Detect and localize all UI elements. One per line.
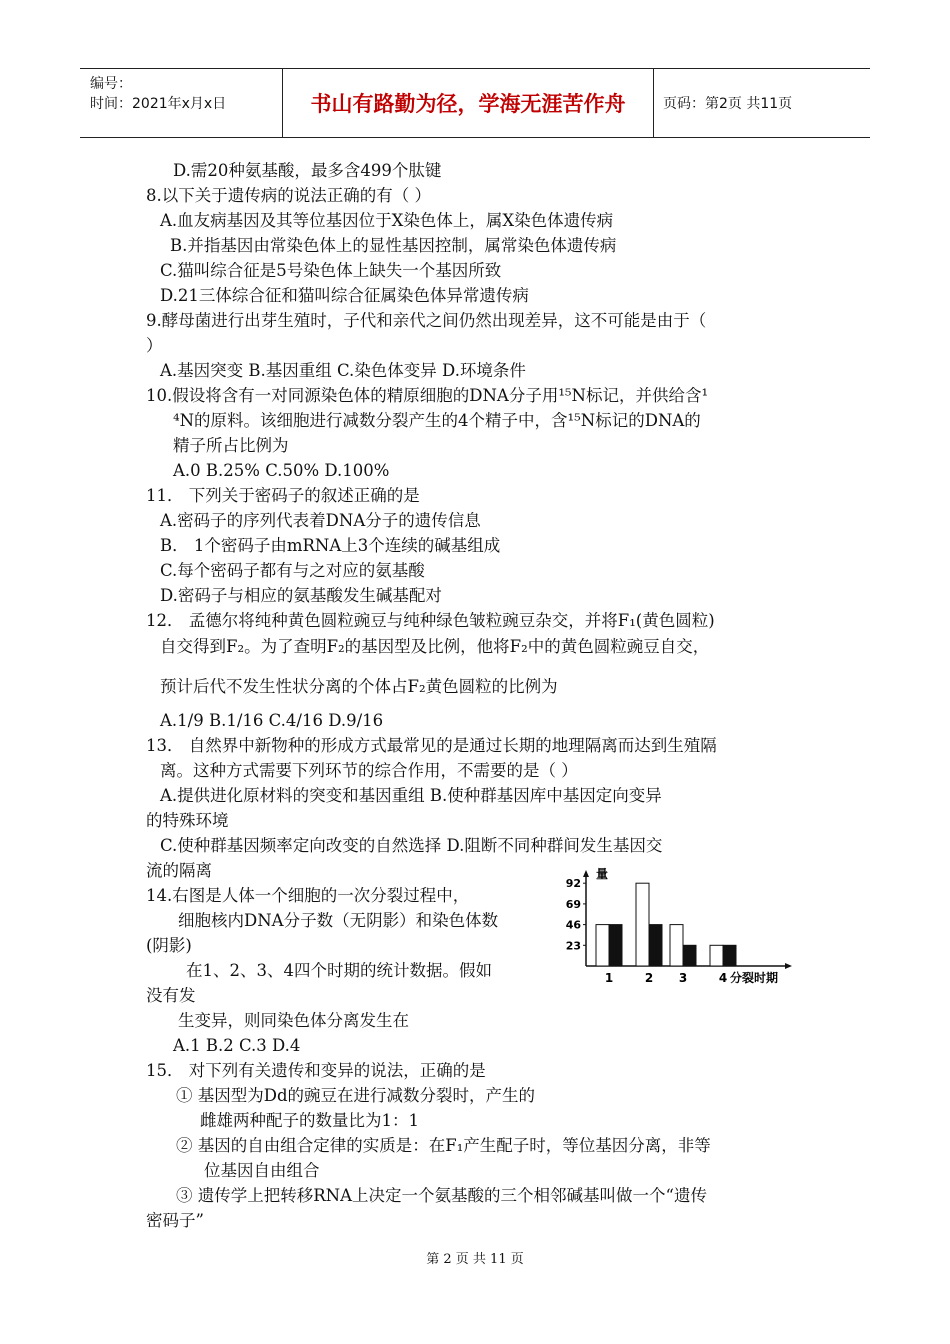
x-axis-label: 分裂时期 xyxy=(730,971,779,985)
options-13ab-cont: 的特殊环境 xyxy=(146,811,229,830)
x-tick-label: 3 xyxy=(678,971,688,985)
option-11a: A.密码子的序列代表着DNA分子的遗传信息 xyxy=(160,511,481,530)
option-8c: C.猫叫综合征是5号染色体上缺失一个基因所致 xyxy=(160,261,502,280)
y-tick-label: 46 xyxy=(565,918,581,932)
chart-bar xyxy=(609,925,622,966)
option-8a: A.血友病基因及其等位基因位于X染色体上，属X染色体遗传病 xyxy=(160,211,614,230)
chart-bar xyxy=(710,945,723,966)
options-14: A.1 B.2 C.3 D.4 xyxy=(173,1036,301,1055)
doc-date-label: 时间：2021年x月x日 xyxy=(90,96,227,112)
question-12: 12． 孟德尔将纯种黄色圆粒豌豆与纯种绿色皱粒豌豆杂交，并将F₁(黄色圆粒) xyxy=(146,611,715,630)
question-14-cont2: (阴影) xyxy=(146,936,192,955)
question-8: 8.以下关于遗传病的说法正确的有（ ） xyxy=(146,186,431,205)
header-meta xyxy=(80,69,280,137)
question-15: 15． 对下列有关遗传和变异的说法，正确的是 xyxy=(146,1061,486,1080)
chart-bar xyxy=(670,925,683,966)
option-11d: D.密码子与相应的氨基酸发生碱基配对 xyxy=(160,586,442,605)
header-page-info: 页码：第2页 共11页 xyxy=(663,96,793,112)
question-14-cont5: 生变异，则同染色体分离发生在 xyxy=(178,1011,409,1030)
bar-chart xyxy=(558,862,798,994)
x-tick-label: 2 xyxy=(644,971,654,985)
y-tick-label: 69 xyxy=(565,897,581,911)
option-11c: C.每个密码子都有与之对应的氨基酸 xyxy=(160,561,425,580)
statement-15-3: ③ 遗传学上把转移RNA上决定一个氨基酸的三个相邻碱基叫做一个“遗传 xyxy=(176,1186,707,1205)
header-motto: 书山有路勤为径，学海无涯苦作舟 xyxy=(282,69,654,137)
doc-number-label: 编号： xyxy=(90,76,132,92)
statement-15-2: ② 基因的自由组合定律的实质是：在F₁产生配子时，等位基因分离，非等 xyxy=(176,1136,711,1155)
statement-15-1: ① 基因型为Dd的豌豆在进行减数分裂时，产生的 xyxy=(176,1086,536,1105)
option-8b: B.并指基因由常染色体上的显性基因控制，属常染色体遗传病 xyxy=(170,236,617,255)
question-9-cont: ） xyxy=(146,336,163,355)
option-11b: B． 1个密码子由mRNA上3个连续的碱基组成 xyxy=(160,536,501,555)
chart-bar xyxy=(649,925,662,966)
question-14-cont3: 在1、2、3、4四个时期的统计数据。假如 xyxy=(186,961,492,980)
options-13ab: A.提供进化原材料的突变和基因重组 B.使种群基因库中基因定向变异 xyxy=(160,786,662,805)
statement-15-1-cont: 雌雄两种配子的数量比为1：1 xyxy=(200,1111,419,1130)
y-tick-label: 23 xyxy=(565,939,581,953)
y-tick-label: 92 xyxy=(565,877,581,891)
question-14: 14.右图是人体一个细胞的一次分裂过程中， xyxy=(146,886,470,905)
options-12: A.1/9 B.1/16 C.4/16 D.9/16 xyxy=(160,711,384,730)
options-13cd-cont: 流的隔离 xyxy=(146,861,212,880)
options-10: A.0 B.25% C.50% D.100% xyxy=(173,461,390,480)
question-10: 10.假设将含有一对同源染色体的精原细胞的DNA分子用¹⁵N标记，并供给含¹ xyxy=(146,386,709,405)
question-11: 11． 下列关于密码子的叙述正确的是 xyxy=(146,486,420,505)
question-10-cont: ⁴N的原料。该细胞进行减数分裂产生的4个精子中，含¹⁵N标记的DNA的 xyxy=(173,411,701,430)
x-tick-label: 4 xyxy=(718,971,728,985)
option-8d: D.21三体综合征和猫叫综合征属染色体异常遗传病 xyxy=(160,286,529,305)
options-13cd: C.使种群基因频率定向改变的自然选择 D.阻断不同种群间发生基因交 xyxy=(160,836,663,855)
y-axis-arrow xyxy=(583,870,589,877)
question-13-cont: 离。这种方式需要下列环节的综合作用，不需要的是（ ） xyxy=(160,761,578,780)
question-10-cont2: 精子所占比例为 xyxy=(173,436,289,455)
chart-bar xyxy=(596,925,609,966)
chart-bar xyxy=(683,945,696,966)
chart-bar xyxy=(723,945,736,966)
y-axis-label: 量 xyxy=(596,867,609,881)
text-line: D.需20种氨基酸，最多含499个肽键 xyxy=(173,161,442,180)
x-axis-arrow xyxy=(785,963,792,969)
statement-15-2-cont: 位基因自由组合 xyxy=(204,1161,320,1180)
question-14-cont: 细胞核内DNA分子数（无阴影）和染色体数 xyxy=(178,911,499,930)
question-12-cont: 自交得到F₂。为了查明F₂的基因型及比例，他将F₂中的黄色圆粒豌豆自交， xyxy=(160,637,710,656)
x-tick-label: 1 xyxy=(604,971,614,985)
question-9: 9.酵母菌进行出芽生殖时，子代和亲代之间仍然出现差异，这不可能是由于（ xyxy=(146,311,707,330)
question-14-cont4: 没有发 xyxy=(146,986,196,1005)
options-9: A.基因突变 B.基因重组 C.染色体变异 D.环境条件 xyxy=(160,361,526,380)
page-header xyxy=(80,68,870,138)
statement-15-3-cont: 密码子” xyxy=(146,1211,204,1230)
chart-bar xyxy=(636,883,649,966)
question-12-cont2: 预计后代不发生性状分离的个体占F₂黄色圆粒的比例为 xyxy=(160,677,558,696)
question-13: 13． 自然界中新物种的形成方式最常见的是通过长期的地理隔离而达到生殖隔 xyxy=(146,736,717,755)
page-footer: 第 2 页 共 11 页 xyxy=(426,1252,524,1267)
